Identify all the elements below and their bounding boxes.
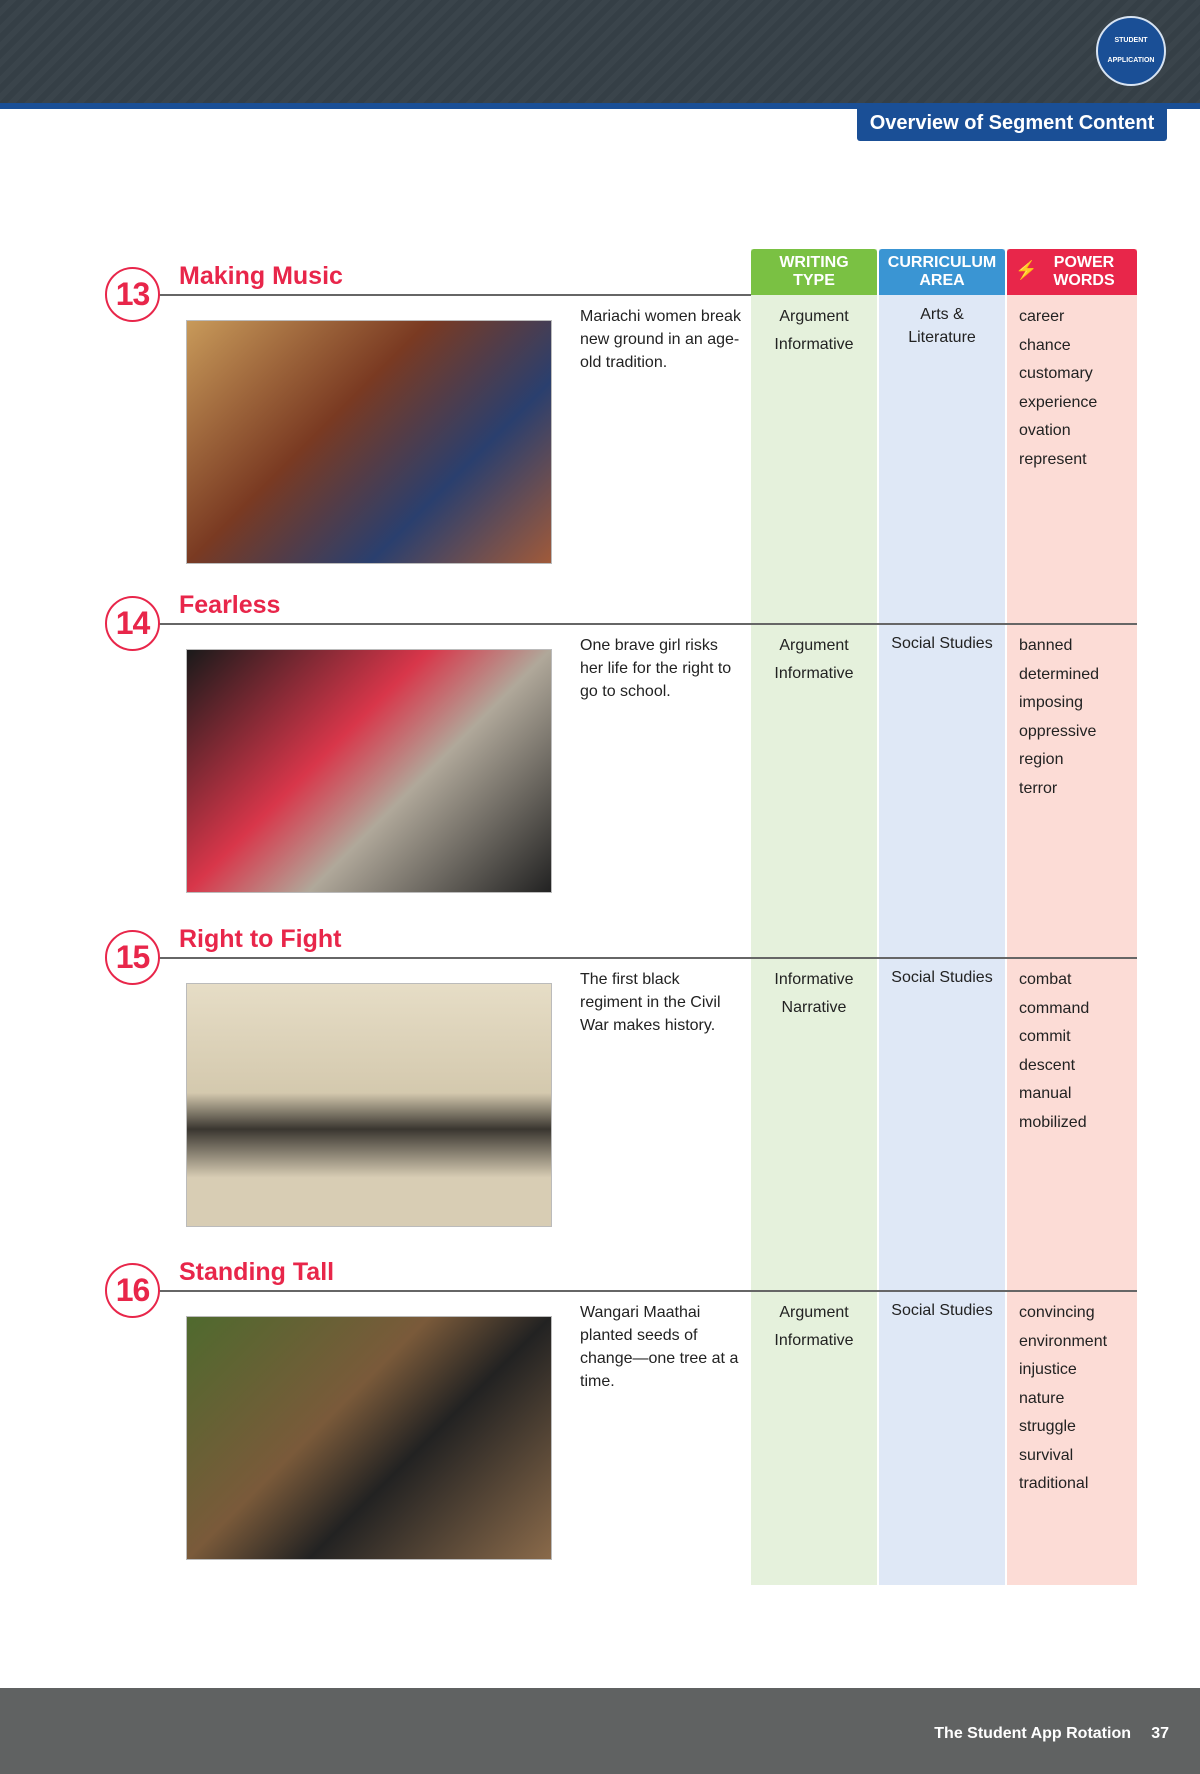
power-words-list xyxy=(1019,303,1097,474)
page-title: Overview of Segment Content xyxy=(857,108,1167,141)
segment-title: Making Music xyxy=(179,262,343,290)
power-word: nature xyxy=(1019,1389,1065,1407)
power-word: terror xyxy=(1019,779,1058,797)
power-word: environment xyxy=(1019,1332,1108,1350)
power-word: injustice xyxy=(1019,1361,1077,1378)
curriculum-cell: Social Studies xyxy=(891,635,993,652)
power-word: traditional xyxy=(1019,1475,1089,1492)
power-word: oppressive xyxy=(1019,722,1097,740)
writing-type: Informative xyxy=(774,336,854,353)
power-word: command xyxy=(1019,999,1090,1017)
power-word: customary xyxy=(1019,365,1093,382)
power-word: chance xyxy=(1019,336,1071,354)
curriculum-header: CURRICULUM AREA xyxy=(879,249,1005,295)
writing-type: Argument xyxy=(779,1304,849,1321)
power-word: region xyxy=(1019,751,1064,768)
power-words-label: POWER WORDS xyxy=(1053,254,1115,289)
segment-number: 13 xyxy=(105,267,160,322)
curriculum-column xyxy=(879,249,1005,1585)
power-words-list xyxy=(1019,1299,1107,1499)
power-words-list xyxy=(1019,966,1089,1137)
footer-label: The Student App Rotation xyxy=(934,1725,1131,1742)
writing-type-column xyxy=(751,249,877,1585)
segment-rule xyxy=(158,294,751,296)
writing-type-cell xyxy=(751,632,877,688)
power-word: represent xyxy=(1019,450,1087,468)
power-word: banned xyxy=(1019,637,1073,654)
power-word: descent xyxy=(1019,1056,1076,1074)
writing-type-cell xyxy=(751,966,877,1022)
footer xyxy=(0,1688,1200,1774)
segment-photo xyxy=(186,649,552,893)
power-word: commit xyxy=(1019,1028,1071,1045)
segment-title: Right to Fight xyxy=(179,925,342,953)
power-word: survival xyxy=(1019,1446,1074,1464)
power-word: determined xyxy=(1019,665,1100,683)
header-band xyxy=(0,0,1200,103)
writing-type: Argument xyxy=(779,308,849,325)
lightning-list-icon: ⚡ xyxy=(1015,260,1038,280)
segment-description: The first black regiment in the Civil War makes history. xyxy=(580,971,721,1034)
segment-number: 15 xyxy=(105,930,160,985)
segment-photo xyxy=(186,320,552,564)
power-word: manual xyxy=(1019,1085,1072,1102)
page-number: 37 xyxy=(1151,1725,1169,1742)
power-word: mobilized xyxy=(1019,1113,1087,1131)
writing-type-cell xyxy=(751,303,877,359)
power-word: ovation xyxy=(1019,422,1071,439)
power-word: career xyxy=(1019,308,1065,325)
writing-type: Informative xyxy=(774,665,854,682)
curriculum-cell: Arts & Literature xyxy=(908,306,976,346)
writing-type: Narrative xyxy=(781,999,847,1016)
segment-number: 16 xyxy=(105,1263,160,1318)
power-words-list xyxy=(1019,632,1099,803)
segment-rule xyxy=(158,957,1137,959)
logo-text: STUDENT APPLICATION xyxy=(1107,37,1155,64)
segment-description: Mariachi women break new ground in an age-old tradition. xyxy=(580,308,741,371)
writing-type: Argument xyxy=(779,637,849,654)
power-word: struggle xyxy=(1019,1418,1076,1435)
writing-type-header: WRITING TYPE xyxy=(751,249,877,295)
power-word: experience xyxy=(1019,393,1098,411)
segment-description: Wangari Maathai planted seeds of change—one tree at a time. xyxy=(580,1304,739,1390)
writing-type: Informative xyxy=(774,971,854,988)
segment-title: Fearless xyxy=(179,591,281,619)
power-word: combat xyxy=(1019,971,1072,988)
curriculum-cell: Social Studies xyxy=(891,969,993,986)
segment-title: Standing Tall xyxy=(179,1258,335,1286)
segment-description: One brave girl risks her life for the right to go to school. xyxy=(580,637,732,700)
segment-rule xyxy=(158,1290,1137,1292)
power-word: convincing xyxy=(1019,1304,1095,1321)
segment-number: 14 xyxy=(105,596,160,651)
curriculum-cell: Social Studies xyxy=(891,1302,993,1319)
writing-type: Informative xyxy=(774,1332,854,1349)
writing-type-cell xyxy=(751,1299,877,1355)
student-application-logo xyxy=(1096,16,1166,86)
segment-photo xyxy=(186,983,552,1227)
power-word: imposing xyxy=(1019,694,1084,711)
segment-rule xyxy=(158,623,1137,625)
power-words-header xyxy=(1007,249,1137,295)
segment-photo xyxy=(186,1316,552,1560)
